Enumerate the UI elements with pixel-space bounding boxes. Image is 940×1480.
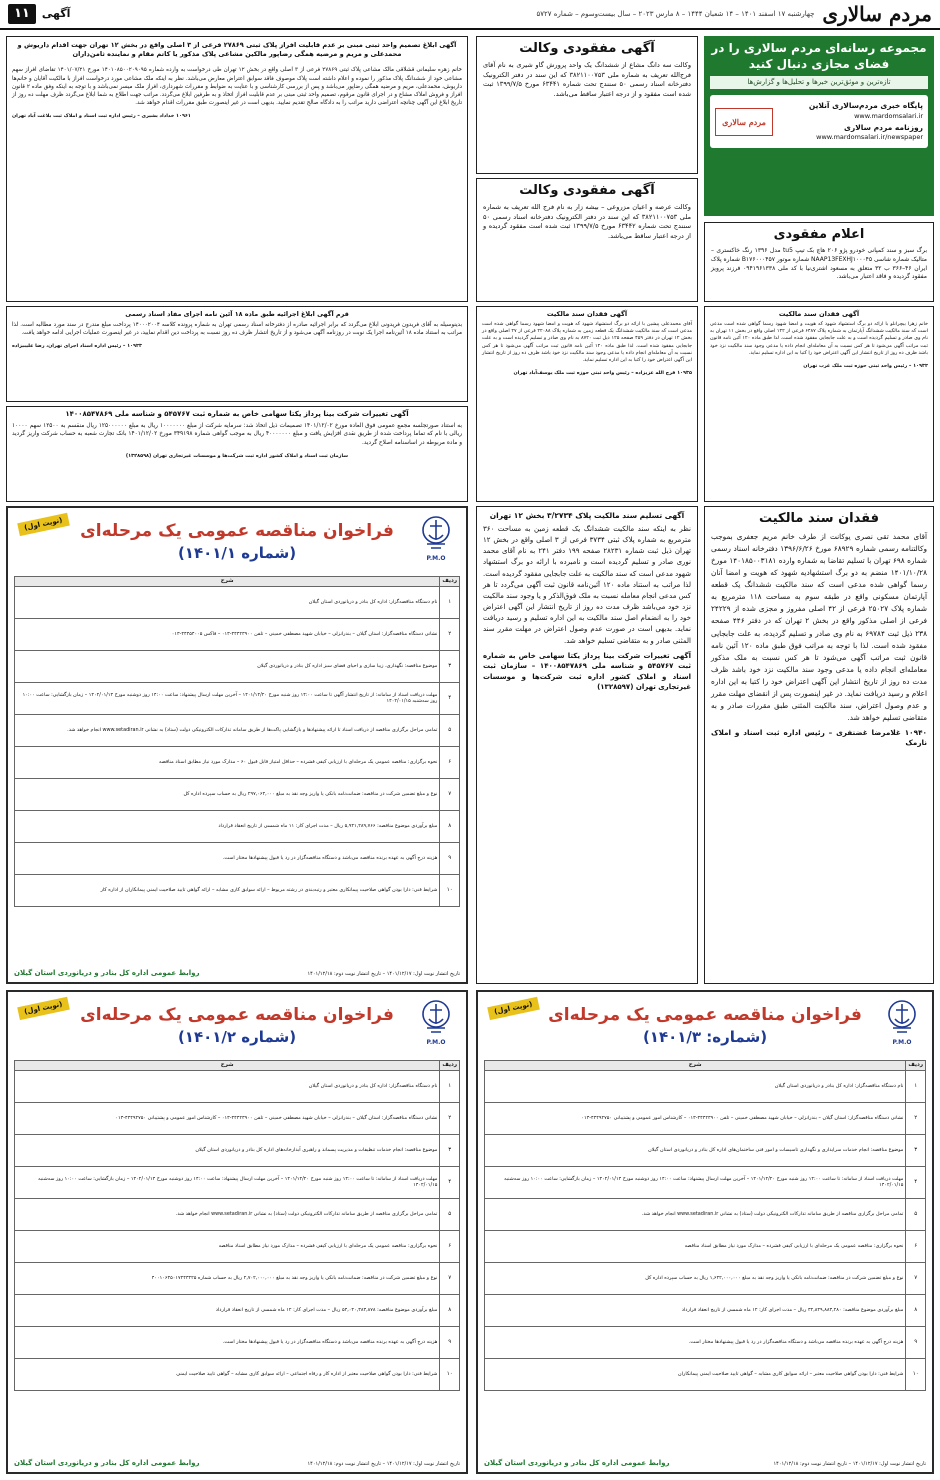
ad-sanad-2-title: آگهی فقدان سند مالکیت bbox=[778, 310, 860, 318]
row-description: نشانی دستگاه مناقصه‌گزار: استان گیلان – بندرانزلی – خیابان شهید مصطفی خمینی – تلفن ۴۴۴۲۳۹۰۰-۰۱۳ – کارشناس امور عمومی و پشتیبانی ۴۴۴۹۲۷۵۰-۰۱۳ bbox=[15, 1102, 440, 1134]
table-row bbox=[485, 1070, 926, 1102]
tender-2-title: فراخوان مناقصه عمومی یک مرحله‌ای bbox=[80, 1005, 394, 1025]
row-description: نوع و مبلغ تضمین شرکت در مناقصه: ضمانت‌نامه بانکی یا واریز وجه نقد به مبلغ ۲۹۷,۰۶۴,۰۰۰ ریال به حساب سپرده اداره کل bbox=[15, 778, 440, 810]
brand-logo: مردم سالاری bbox=[715, 108, 773, 136]
row-number: ۹ bbox=[440, 1326, 460, 1358]
tender-2 bbox=[6, 990, 468, 1474]
table-row bbox=[15, 650, 460, 682]
ad-sanad-1-text: آقای محمدعلی پیشین با ارائه دو برگ استشهاد شهود که هویت و امضا شهود رسما گواهی شده است مدعی است که سند مالکیت ششدانگ یک قطعه زمین به شماره پلاک ۲۲۰۸۸ فرعی از ۲۷ اصلی واقع در بخش ۱۲ تهران در دفتر ۴۵۹ صفحه ۱۲۵ ذیل ثبت ۸۷۲۰ به نام وی صادر و تسلیم گردیده است و به علت جابجایی مفقود شده است. لذا طبق ماده ۱۲۰ آئین نامه قانون ثبت مراتب آگهی می‌شود تا هر کس نسبت به آن معامله‌ای انجام داده یا مدعی وجود سند مالکیت نزد خود باشد ظرف ده روز از تاریخ انتشار این آگهی اعتراض خود را کتبا به این اداره تسلیم نماید. bbox=[482, 321, 693, 363]
row-description: نام دستگاه مناقصه‌گزار: اداره کل بنادر و دریانوردی استان گیلان bbox=[15, 1070, 440, 1102]
ad-sanad-2-signature: ۱۰۹۳۴ – رئیس واحد ثبتی حوزه ثبت ملک غرب تهران bbox=[803, 362, 928, 369]
ad-company-change-text: به استناد صورتجلسه مجمع عمومی فوق العاده مورخ ۱۴۰۱/۱۲/۰۲ تصمیمات ذیل اتخاذ شد: سرمایه شرکت از مبلغ ۱۰۰۰۰۰۰۰ ریال به مبلغ ۱۲۵۰۰۰۰۰۰ ریال منقسم به ۱۲۵۰۰ سهم ۱۰۰۰۰ ریالی با نام که تماما پرداخت شده از طریق نقدی افزایش یافت و مبلغ ۴۰۰۰۰۰۰۰ ریال به موجب گواهی شماره ۳۴۹۱۹۸ مورخ ۱۴۰۱/۱۲/۰۲ بانک تجارت شعبه به حساب شرکت واریز گردید و ماده مربوطه در اساسنامه اصلاح گردید. bbox=[12, 422, 462, 446]
ad-lost-1-title: آگهی مفقودی وکالت bbox=[519, 41, 655, 56]
ad-lost-1 bbox=[476, 36, 698, 174]
promo-box bbox=[704, 36, 934, 216]
col-desc: شرح bbox=[15, 1061, 440, 1071]
row-number: ۱ bbox=[906, 1070, 926, 1102]
row-number: ۱۰ bbox=[440, 1358, 460, 1390]
tender-3-title: فراخوان مناقصه عمومی یک مرحله‌ای bbox=[548, 1005, 862, 1025]
table-row bbox=[485, 1326, 926, 1358]
row-description: نام دستگاه مناقصه‌گزار: اداره کل بنادر و دریانوردی استان گیلان bbox=[15, 586, 440, 618]
row-description: مبلغ برآوردی موضوع مناقصه: ۵,۹۴۱,۲۸۹,۷۶۶ ریال – مدت اجرای کار: ۱۱ ماه شمسی از تاریخ انعقاد قرارداد bbox=[15, 810, 440, 842]
row-number: ۷ bbox=[906, 1262, 926, 1294]
row-number: ۱۰ bbox=[906, 1358, 926, 1390]
table-row bbox=[15, 1262, 460, 1294]
ad-fogdan bbox=[704, 506, 934, 984]
col-num: ردیف bbox=[906, 1061, 926, 1071]
row-number: ۶ bbox=[440, 746, 460, 778]
row-description: موضوع مناقصه: انجام خدمات تنظیفات و مدیریت پسماند و راهبری آبدارخانه‌های اداره کل بنادر و دریانوردی استان گیلان bbox=[15, 1134, 440, 1166]
table-row bbox=[15, 714, 460, 746]
row-number: ۲ bbox=[440, 618, 460, 650]
ad-company-change-title: آگهی تغییرات شرکت بینا پرداز یکتا سهامی خاص به شماره ثبت ۵۴۵۷۶۷ و شناسه ملی ۱۴۰۰۸۵۴۷۸۶۹ bbox=[65, 410, 409, 418]
col-desc: شرح bbox=[15, 577, 440, 587]
ad-lost-3 bbox=[704, 222, 934, 302]
col-num: ردیف bbox=[440, 1061, 460, 1071]
table-row bbox=[485, 1166, 926, 1198]
table-row bbox=[15, 1294, 460, 1326]
tender-3 bbox=[476, 990, 934, 1474]
row-number: ۳ bbox=[440, 650, 460, 682]
promo-line1: پایگاه خبری مردم‌سالاری آنلاین bbox=[808, 101, 923, 111]
row-number: ۸ bbox=[440, 1294, 460, 1326]
ad-fogdan-text: آقای محمد تقی نصری یوکانت از طرف خانم مریم جعفری بموجب وکالتنامه رسمی شماره ۶۸۹۲۹ مورخ ۱۳۹۶/۶/۲۶ دفترخانه اسناد رسمی شماره ۶۹۸ تهران با تسلیم تقاضا به شماره وارده ۱۴۰۱۸۵۰۰۳۱۸۱ مورخ ۱۴۰۱/۱۰/۲۸ منضم به دو برگ استشهادیه شهود که هویت و امضا آنان رسما گواهی شده مدعی است که سند مالکیت ششدانگ یک قطعه آپارتمان مسکونی واقع در طبقه سوم به مساحت ۱۱۸ مترمربع به شماره پلاک ۲۵۰۲۷ فرعی از ۴۲ اصلی مفروز و مجزی شده از ۲۴۲۲۹ فرعی از اصلی مذکور واقع در بخش ۲ تهران که در دفتر ۴۴۶ صفحه ۲۳۸ ذیل ثبت ۶۹۷۸۴ به نام وی صادر و تسلیم گردیده، به علت جابجایی مفقود شده است. لذا با توجه به مراتب فوق طبق ماده ۱۲۰ آئین نامه قانون ثبت مراتب آگهی می‌شود تا هر کس نسبت به ملک مذکور معامله‌ای انجام داده یا مدعی وجود سند مالکیت نزد خود باشد ظرف مدت ده روز از تاریخ انتشار این آگهی اعتراض خود را کتبا به این اداره اعلام و رسید دریافت نماید. در غیر اینصورت پس از انقضای مهلت مقرر و عدم وصول اعتراض، سند مالکیت المثنی طبق مقررات صادر و به متقاضی تسلیم خواهد شد. bbox=[711, 532, 927, 722]
tender-2-org: روابط عمومی اداره کل بنادر و دریانوردی استان گیلان bbox=[14, 1459, 200, 1468]
row-number: ۸ bbox=[440, 810, 460, 842]
row-number: ۹ bbox=[906, 1326, 926, 1358]
row-description: نحوه برگزاری: مناقصه عمومی یک مرحله‌ای با ارزیابی کیفی فشرده – مدارک مورد نیاز مطابق اسناد مناقصه bbox=[15, 1230, 440, 1262]
promo-subtitle: تازه‌ترین و موثق‌ترین خبرها و تحلیل‌ها و گزارش‌ها bbox=[710, 76, 928, 89]
table-row bbox=[15, 682, 460, 714]
row-description: شرایط فنی: دارا بودن گواهی صلاحیت معتبر از اداره کار و رفاه اجتماعی – ارائه سوابق کاری مشابه – گواهی تایید صلاحیت ایمنی bbox=[15, 1358, 440, 1390]
row-number: ۱ bbox=[440, 1070, 460, 1102]
ad-company-change-signature: سازمان ثبت اسناد و املاک کشور اداره ثبت شرکت‌ها و موسسات غیرتجاری تهران (۱۳۲۸۵۹۸) bbox=[125, 452, 349, 459]
tender-3-dates: تاریخ انتشار نوبت اول: ۱۴۰۱/۱۲/۱۷ – تاریخ انتشار نوبت دوم: ۱۴۰۱/۱۲/۱۸ bbox=[773, 1460, 926, 1467]
row-description: موضوع مناقصه: نگهداری، زیبا سازی و احیای فضای سبز اداره کل بنادر و دریانوردی گیلان bbox=[15, 650, 440, 682]
pmo-label: P.M.O bbox=[426, 1039, 446, 1046]
promo-url1[interactable]: www.mardomsalari.ir bbox=[854, 111, 923, 120]
row-number: ۱۰ bbox=[440, 874, 460, 906]
row-description: شرایط فنی: دارا بودن گواهی صلاحیت معتبر – ارائه سوابق کاری مشابه – گواهی تایید صلاحیت ایمنی پیمانکاران bbox=[485, 1358, 906, 1390]
ad-lost-2-title: آگهی مفقودی وکالت bbox=[519, 183, 655, 198]
ad-sanad-1-title: آگهی فقدان سند مالکیت bbox=[546, 310, 628, 318]
ad-sanad-2 bbox=[704, 306, 934, 502]
table-row bbox=[485, 1230, 926, 1262]
tender-3-badge: (نوبت اول) bbox=[487, 997, 539, 1020]
row-number: ۸ bbox=[906, 1294, 926, 1326]
row-number: ۵ bbox=[440, 1198, 460, 1230]
col-num: ردیف bbox=[440, 577, 460, 587]
tender-3-org: روابط عمومی اداره کل بنادر و دریانوردی استان گیلان bbox=[484, 1459, 670, 1468]
table-row bbox=[15, 1166, 460, 1198]
tender-3-number: (شماره: ۱۴۰۱/۳) bbox=[642, 1028, 768, 1047]
row-description: هزینه درج آگهی به عهده برنده مناقصه می‌باشد و دستگاه مناقصه‌گزار در رد یا قبول پیشنهادها مختار است. bbox=[15, 842, 440, 874]
pmo-emblem bbox=[880, 998, 924, 1054]
row-number: ۳ bbox=[906, 1134, 926, 1166]
ad-taslim-title: آگهی تسلیم سند مالکیت پلاک ۳/۲۷۳۴ بخش ۱۲ تهران bbox=[489, 511, 685, 520]
ad-execution-notice bbox=[6, 306, 468, 402]
table-row bbox=[15, 1134, 460, 1166]
table-row bbox=[15, 810, 460, 842]
table-row bbox=[15, 778, 460, 810]
promo-title: مجموعه رسانه‌ای مردم سالاری را در فضای مجازی دنبال کنید bbox=[711, 41, 927, 72]
row-description: نحوه برگزاری: مناقصه عمومی یک مرحله‌ای با ارزیابی کیفی فشرده – مدارک مورد نیاز مطابق اسناد مناقصه bbox=[485, 1230, 906, 1262]
page-header bbox=[0, 0, 940, 30]
table-row bbox=[15, 1198, 460, 1230]
ad-taslim bbox=[476, 506, 698, 984]
tender-2-header bbox=[8, 992, 466, 1060]
row-description: مهلت دریافت اسناد از سامانه: از تاریخ انتشار آگهی تا ساعت ۱۴:۰۰ روز شنبه مورخ ۱۴۰۱/۱۲/۲۰ – آخرین مهلت ارسال پیشنهاد: ساعت ۱۴:۰۰ روز دوشنبه مورخ ۱۴۰۲/۰۱/۱۴ – زمان بازگشایی: ساعت ۱۰:۰۰ روز سه‌شنبه ۱۴۰۲/۰۱/۱۵ bbox=[15, 682, 440, 714]
row-description: نشانی دستگاه مناقصه‌گزار: استان گیلان – بندرانزلی – خیابان شهید مصطفی خمینی – تلفن ۴۴۴۲۳۹۰۰-۰۱۳ – فاکس ۴۴۴۵۴۰۰۵-۰۱۳ bbox=[15, 618, 440, 650]
row-description: نوع و مبلغ تضمین شرکت در مناقصه: ضمانت‌نامه بانکی یا واریز وجه نقد به مبلغ ۲,۷۰۲,۰۰۰,۰۰۰ ریال به حساب شماره ۴۰۰۱۰۶۴۵۰۱۷۲۴۳۲۲۵ bbox=[15, 1262, 440, 1294]
row-number: ۴ bbox=[906, 1166, 926, 1198]
tender-1-org: روابط عمومی اداره کل بنادر و دریانوردی استان گیلان bbox=[14, 969, 200, 978]
tender-1-header bbox=[8, 508, 466, 576]
pmo-emblem bbox=[414, 514, 458, 570]
row-description: تمامی مراحل برگزاری مناقصه از دریافت اسناد تا ارائه پیشنهادها و بازگشایی پاکت‌ها از طریق سامانه تدارکات الکترونیکی دولت (ستاد) به نشانی www.setadiran.ir انجام خواهد شد. bbox=[15, 714, 440, 746]
tender-1-footer bbox=[14, 969, 460, 978]
row-number: ۶ bbox=[440, 1230, 460, 1262]
row-description: هزینه درج آگهی به عهده برنده مناقصه می‌باشد و دستگاه مناقصه‌گزار در رد یا قبول پیشنهادها مختار است. bbox=[15, 1326, 440, 1358]
row-description: تمامی مراحل برگزاری مناقصه از طریق سامانه تدارکات الکترونیکی دولت (ستاد) به نشانی www.setadiran.ir انجام خواهد شد. bbox=[485, 1198, 906, 1230]
row-number: ۳ bbox=[440, 1134, 460, 1166]
table-row bbox=[485, 1262, 926, 1294]
ad-company-change bbox=[6, 406, 468, 502]
row-description: مهلت دریافت اسناد از سامانه: تا ساعت ۱۴:۰۰ روز شنبه مورخ ۱۴۰۱/۱۲/۲۰ – آخرین مهلت ارسال پیشنهاد: ساعت ۱۴:۰۰ روز دوشنبه مورخ ۱۴۰۲/۰۱/۱۴ – زمان بازگشایی: ساعت ۱۰:۰۰ روز سه‌شنبه ۱۴۰۲/۰۱/۱۵ bbox=[15, 1166, 440, 1198]
table-row bbox=[15, 746, 460, 778]
ad-sanad-2-text: خانم زهرا بیچرانلو با ارائه دو برگ استشهاد شهود که هویت و امضا شهود رسما گواهی شده است مدعی است که سند مالکیت ششدانگ آپارتمان به شماره پلاک ۶۴۸۷ فرعی از ۱۲۲ اصلی واقع در بخش ۱۱ تهران به نام وی صادر و تسلیم گردیده است و به علت جابجایی مفقود شده است. لذا طبق ماده ۱۲۰ آئین نامه قانون ثبت مراتب آگهی می‌شود تا هر کس نسبت به آن معامله‌ای انجام داده یا مدعی وجود سند مالکیت نزد خود باشد ظرف ده روز از تاریخ انتشار این آگهی اعتراض خود را کتبا به این اداره تسلیم نماید. bbox=[710, 321, 928, 356]
row-number: ۵ bbox=[906, 1198, 926, 1230]
table-row bbox=[15, 842, 460, 874]
ad-execution-text: بدینوسیله به آقای فریدون فریدونی ابلاغ می‌گردد که برابر اجرائیه صادره از دفترخانه اسناد رسمی تهران به شماره پرونده کلاسه ۱۴۰۰۰۲۰۰۴ پرداخت مبلغ مندرج در سند مورد مطالبه است. لذا مراتب به استناد ماده ۱۸ آئین‌نامه اجرا یک نوبت در روزنامه آگهی می‌شود و از تاریخ انتشار ظرف ده روز نسبت به پرداخت دین اقدام نمایید، در غیر اینصورت عملیات اجرایی ادامه خواهد یافت. bbox=[12, 322, 462, 337]
row-description: نام دستگاه مناقصه‌گزار: اداره کل بنادر و دریانوردی استان گیلان bbox=[485, 1070, 906, 1102]
tender-2-table bbox=[14, 1060, 460, 1391]
tender-3-header bbox=[478, 992, 932, 1060]
row-description: مبلغ برآوردی موضوع مناقصه: ۵۴,۰۴۰,۳۸۳,۸۷۸ ریال – مدت اجرای کار: ۱۲ ماه شمسی از تاریخ انعقاد قرارداد bbox=[15, 1294, 440, 1326]
row-description: نوع و مبلغ تضمین شرکت در مناقصه: ضمانت‌نامه بانکی یا واریز وجه نقد به مبلغ ۱,۶۴۲,۰۰۰,۰۰۰ ریال به حساب سپرده اداره کل bbox=[485, 1262, 906, 1294]
ad-lost-2 bbox=[476, 178, 698, 302]
table-row bbox=[15, 1230, 460, 1262]
tender-3-footer bbox=[484, 1459, 926, 1468]
row-description: هزینه درج آگهی به عهده برنده مناقصه می‌باشد و دستگاه مناقصه‌گزار در رد یا قبول پیشنهادها مختار است. bbox=[485, 1326, 906, 1358]
table-row bbox=[15, 1358, 460, 1390]
row-number: ۴ bbox=[440, 1166, 460, 1198]
table-row bbox=[15, 586, 460, 618]
col-desc: شرح bbox=[485, 1061, 906, 1071]
row-description: شرایط فنی: دارا بودن گواهی صلاحیت پیمانکاری معتبر و رتبه‌بندی در رشته مربوط – ارائه سوابق کاری مشابه – ارائه گواهی تایید صلاحیت ایمنی پیمانکاران از اداره کار bbox=[15, 874, 440, 906]
ad-sanad-1 bbox=[476, 306, 698, 502]
ad-notice-long-text: خانم زهره سلیمانی قشلاقی مالک مشاعی پلاک ثبتی ۲۷۸۶۹ فرعی از ۳ اصلی واقع در بخش ۱۲ تهران طی درخواست به وارده شماره ۱۴۰۱۰۸۵۰۰۲۰۹۰۹۵ مورخ ۱۴۰۱/۰۷/۲۱ تقاضای افراز سهم مشاعی خود از ششدانگ پلاک مذکور را نموده و اعلام داشته است پلاک موصوف فاقد سوابق اعتراض معارض می‌باشد. نظر به اینکه ملک مشاعی مورد درخواست افراز با مالکیت آقایان و خانم‌ها داریوش، محمدعلی، مریم و مرضیه همگی رضاپور می‌باشد و پس از بررسی کارشناسی و با عنایت به ضوابط و مقررات شهرداری، افراز ملک میسر نمی‌باشد و با توجه به اینکه وفق ماده ۲ قانون افراز و فروش املاک مشاع و در اجرای قانون مرقوم، تصمیم واحد ثبتی مبنی بر عدم قابلیت افراز اتخاذ و به طرفین ابلاغ می‌گردد. مراتب جهت اطلاع به شما ابلاغ می‌گردد ظرف مهلت ده روز از تاریخ ابلاغ این آگهی چنانچه اعتراضی دارید مراتب را به دادگاه صالح تقدیم نمایید. بدیهی است در غیر اینصورت طبق مقررات اقدام خواهد شد. bbox=[12, 67, 463, 106]
ad-taslim-text: نظر به اینکه سند مالکیت ششدانگ یک قطعه زمین به مساحت ۳۶۰ مترمربع به شماره پلاک ثبتی ۳۷۳۴ فرعی از ۳ اصلی واقع در بخش ۱۲ تهران ذیل ثبت شماره ۲۸۲۳۱ صفحه ۱۹۹ دفتر ۲۴۱ به نام آقای محمد نوری صادر و تسلیم گردیده است و نامبرده با ارائه دو برگ استشهاد شهود مدعی است که سند مالکیت به علت جابجایی مفقود گردیده است. لذا مراتب به استناد ماده ۱۲۰ آئین‌نامه قانون ثبت آگهی می‌گردد تا هر کس مدعی انجام معامله نسبت به ملک فوق‌الذکر و یا وجود سند مالکیت نزد خود می‌باشد ظرف مدت ده روز از تاریخ انتشار این آگهی اعتراض خود را به انضمام اصل سند مالکیت به این اداره تسلیم و رسید دریافت نماید. بدیهی است در صورت عدم وصول اعتراض در مهلت مقرر سند المثنی صادر و به متقاضی تسلیم خواهد شد. bbox=[482, 524, 691, 645]
ad-taslim-signature: آگهی تغییرات شرکت بینا پرداز یکتا سهامی خاص به شماره ثبت ۵۴۵۷۶۷ و شناسه ملی ۱۴۰۰۸۵۴۷۸۶۹ – سازمان ثبت اسناد و املاک کشور اداره ثبت شرکت‌ها و موسسات غیرتجاری تهران (۱۳۲۸۵۹۷) bbox=[483, 651, 691, 692]
dateline: چهارشنبه ۱۷ اسفند ۱۴۰۱ – ۱۴ شعبان ۱۴۴۴ – ۸ مارس ۲۰۲۳ – سال بیست‌وسوم – شماره ۵۷۲۷ bbox=[536, 9, 815, 18]
table-row bbox=[15, 1326, 460, 1358]
tender-2-footer bbox=[14, 1459, 460, 1468]
table-row bbox=[15, 1070, 460, 1102]
table-row bbox=[485, 1102, 926, 1134]
tender-1-title: فراخوان مناقصه عمومی یک مرحله‌ای bbox=[80, 521, 394, 541]
table-row bbox=[485, 1198, 926, 1230]
ad-lost-3-title: اعلام مفقودی bbox=[773, 227, 865, 242]
promo-line2: روزنامه مردم سالاری bbox=[844, 122, 923, 132]
table-row bbox=[485, 1294, 926, 1326]
row-number: ۱ bbox=[440, 586, 460, 618]
row-number: ۲ bbox=[906, 1102, 926, 1134]
promo-links bbox=[779, 100, 923, 143]
table-row bbox=[15, 618, 460, 650]
anchor-icon bbox=[421, 514, 451, 554]
ad-execution-signature: ۱۰۹۴۳ – رئیس اداره اسناد اجرای تهران، رضا علیبیزاده bbox=[12, 343, 142, 350]
ad-notice-long-title: آگهی ابلاغ تصمیم واحد ثبتی مبنی بر عدم قابلیت افراز پلاک ثبتی ۲۷۸۶۹ فرعی از ۳ اصلی واقع در بخش ۱۲ تهران جهت اقدام داریوش و محمدعلی و مریم و مرضیه همگی رضاپور مالکین مشاعی پلاک مذکور یا کاتم مقام و نماینده ثامن‌داران bbox=[17, 41, 457, 59]
row-number: ۷ bbox=[440, 1262, 460, 1294]
row-description: مبلغ برآوردی موضوع مناقصه: ۳۲,۸۴۹,۸۸۳,۲۸۰ ریال – مدت اجرای کار: ۱۲ ماه شمسی از تاریخ انعقاد قرارداد bbox=[485, 1294, 906, 1326]
table-row bbox=[485, 1358, 926, 1390]
row-description: نحوه برگزاری: مناقصه عمومی یک مرحله‌ای با ارزیابی کیفی فشرده – حداقل امتیاز قابل قبول ۶۰ – مدارک مورد نیاز مطابق اسناد مناقصه bbox=[15, 746, 440, 778]
row-description: مهلت دریافت اسناد از سامانه: تا ساعت ۱۴:۰۰ روز شنبه مورخ ۱۴۰۱/۱۲/۲۰ – آخرین مهلت ارسال پیشنهاد: ساعت ۱۴:۰۰ روز دوشنبه مورخ ۱۴۰۲/۰۱/۱۴ – زمان بازگشایی: ساعت ۱۰:۰۰ روز سه‌شنبه ۱۴۰۲/۰۱/۱۵ bbox=[485, 1166, 906, 1198]
row-number: ۷ bbox=[440, 778, 460, 810]
ad-fogdan-title: فقدان سند مالکیت bbox=[758, 511, 880, 526]
tender-1-dates: تاریخ انتشار نوبت اول: ۱۴۰۱/۱۲/۱۷ – تاریخ انتشار نوبت دوم: ۱۴۰۱/۱۲/۱۸ bbox=[307, 970, 460, 977]
anchor-icon bbox=[421, 998, 451, 1038]
ad-sanad-1-signature: ۱۰۹۳۵ فرج الله عزیزاده – رئیس واحد ثبتی حوزه ثبت ملک یوسف‌آباد تهران bbox=[513, 369, 692, 376]
pmo-label: P.M.O bbox=[892, 1039, 912, 1046]
row-number: ۶ bbox=[906, 1230, 926, 1262]
tender-2-dates: تاریخ انتشار نوبت اول: ۱۴۰۱/۱۲/۱۷ – تاریخ انتشار نوبت دوم: ۱۴۰۱/۱۲/۱۸ bbox=[307, 1460, 460, 1467]
tender-1-badge: (نوبت اول) bbox=[17, 513, 69, 536]
ad-notice-long bbox=[6, 36, 468, 302]
masthead-brand: مردم سالاری bbox=[822, 1, 932, 26]
ad-lost-2-text: وکالت عرصه و اعیان مزروعی – بیشه زار به نام فرج الله تعریف به شماره ملی ۳۸۲۱۱۰۰۷۵۳ که این سند در دفتر الکترونیک دفترخانه اسناد رسمی ۵۰ سنندج تحت شماره ۶۳۴۴۲ مورخ ۱۳۹۹/۷/۵ ثبت شده است مفقود گردیده و از درجه اعتبار ساقط می‌باشد. bbox=[483, 203, 692, 240]
pmo-emblem bbox=[414, 998, 458, 1054]
section-label: آگهی bbox=[41, 7, 71, 21]
row-number: ۴ bbox=[440, 682, 460, 714]
row-number: ۲ bbox=[440, 1102, 460, 1134]
row-number: ۵ bbox=[440, 714, 460, 746]
ad-lost-3-text: برگ سبز و سند کمپانی خودرو پژو ۲۰۶ هاچ بک تیپ tu5 مدل ۱۳۹۶ رنگ خاکستری – متالیک شماره شاسی NAAP13FEXHJ۱۰۰۰۴۵ شماره موتور B۱۷۶۰۰۰۴۵۷ شماره پلاک ایران ۴۶–۳۶۶ ب ۳۲ متعلق به مسعود اشتری‌نیا با کد ملی ۰۹۴۱۹۶۱۳۳۸ فرزند پرویز مفقود گردیده و فاقد اعتبار می‌باشد. bbox=[711, 247, 927, 281]
tender-3-table bbox=[484, 1060, 926, 1391]
row-number: ۹ bbox=[440, 842, 460, 874]
table-row bbox=[15, 874, 460, 906]
ad-notice-long-signature: ۱۰۹۶۱ خداداد بشیری – رئیس اداره ثبت اسناد و املاک ثبت بلاغت آباد تهران bbox=[12, 112, 191, 119]
row-description: نشانی دستگاه مناقصه‌گزار: استان گیلان – بندرانزلی – خیابان شهید مصطفی خمینی – تلفن ۴۴۴۲۳۹۰۰-۰۱۳ – کارشناس امور عمومی و پشتیبانی ۴۴۴۹۲۷۵۰-۰۱۳ bbox=[485, 1102, 906, 1134]
table-row bbox=[15, 1102, 460, 1134]
page-number: ۱۱ bbox=[8, 4, 36, 24]
tender-1-number: (شماره ۱۴۰۱/۱) bbox=[177, 544, 297, 563]
tender-2-badge: (نوبت اول) bbox=[17, 997, 69, 1020]
anchor-icon bbox=[887, 998, 917, 1038]
table-row bbox=[485, 1134, 926, 1166]
row-description: تمامی مراحل برگزاری مناقصه از طریق سامانه تدارکات الکترونیکی دولت (ستاد) به نشانی www.setadiran.ir انجام خواهد شد. bbox=[15, 1198, 440, 1230]
pmo-label: P.M.O bbox=[426, 555, 446, 562]
promo-card bbox=[710, 95, 928, 148]
tender-2-number: (شماره ۱۴۰۱/۲) bbox=[177, 1028, 297, 1047]
ad-execution-title: قرم آگهی ابلاغ اجرائیه طبق ماده ۱۸ آئین نامه اجرای مفاد اسناد رسمی bbox=[125, 310, 349, 318]
promo-url2[interactable]: www.mardomsalari.ir/newspaper bbox=[816, 133, 923, 142]
ad-fogdan-signature: ۱۰۹۴۰ غلامرضا غضنفری – رئیس اداره ثبت اسناد و املاک نارمک bbox=[711, 727, 927, 748]
row-description: موضوع مناقصه: انجام خدمات سرایداری و نگهداری تاسیسات و امور فنی ساختمان‌های اداره کل بنادر و دریانوردی استان گیلان bbox=[485, 1134, 906, 1166]
tender-1-table bbox=[14, 576, 460, 907]
ad-lost-1-text: وکالت سه دانگ مشاع از ششدانگ یک واحد پرورش گاو شیری به نام آقای فرج‌الله تعریف به شماره ملی ۳۸۲۱۱۰۰۷۵۳ که این سند در دفتر الکترونیک دفترخانه اسناد رسمی ۵۰ سنندج تحت شماره ۶۳۴۴۱ مورخ ۱۳۹۹/۷/۵ ثبت شده است مفقود و از درجه اعتبار ساقط می‌باشد. bbox=[483, 61, 691, 98]
tender-1 bbox=[6, 506, 468, 984]
